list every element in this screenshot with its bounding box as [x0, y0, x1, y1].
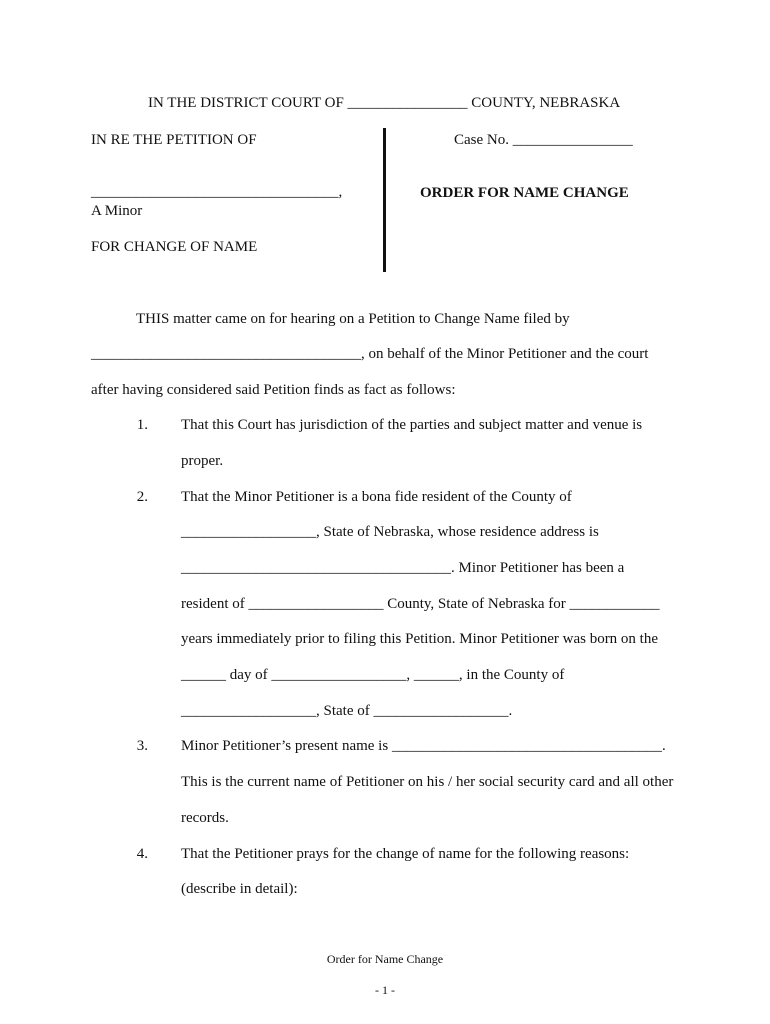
page-number: - 1 -: [375, 983, 395, 997]
intro-line-2: ____________________________________, on behalf of the Minor Petitioner and the court: [91, 346, 649, 362]
item-4-line: That the Petitioner prays for the change of name for the following reasons:: [181, 846, 630, 862]
item-4-number: 4.: [136, 846, 148, 862]
caption-petition-of: IN RE THE PETITION OF: [91, 132, 257, 148]
item-3-line: records.: [181, 810, 229, 826]
item-2-line: years immediately prior to filing this Petition. Minor Petitioner was born on the: [181, 631, 659, 647]
item-1-line: That this Court has jurisdiction of the parties and subject matter and venue is: [181, 417, 643, 433]
intro-line-1: THIS matter came on for hearing on a Petition to Change Name filed by: [136, 311, 570, 327]
item-1-number: 1.: [136, 417, 148, 433]
caption-a-minor: A Minor: [91, 203, 143, 219]
intro-line-3: after having considered said Petition finds as fact as follows:: [91, 382, 456, 398]
item-2-number: 2.: [136, 489, 148, 505]
footer-title: Order for Name Change: [326, 952, 444, 966]
court-heading: IN THE DISTRICT COURT OF ________________ COUNTY, NEBRASKA: [148, 95, 621, 111]
item-2-line: That the Minor Petitioner is a bona fide resident of the County of: [181, 489, 572, 505]
caption-for-change-of-name: FOR CHANGE OF NAME: [91, 239, 258, 255]
caption-divider: [383, 128, 386, 272]
item-2-line: resident of __________________ County, State of Nebraska for ____________: [181, 596, 660, 612]
item-2-line: ____________________________________. Minor Petitioner has been a: [181, 560, 625, 576]
case-number: Case No. ________________: [454, 132, 633, 148]
item-4-line: (describe in detail):: [181, 881, 298, 897]
caption-name-blank: _________________________________,: [91, 184, 343, 200]
item-2-line: __________________, State of Nebraska, whose residence address is: [181, 524, 599, 540]
item-3-number: 3.: [136, 738, 148, 754]
item-3-line: This is the current name of Petitioner on his / her social security card and all other: [181, 774, 674, 790]
order-title: ORDER FOR NAME CHANGE: [420, 185, 629, 201]
item-1-line: proper.: [181, 453, 224, 469]
item-2-line: ______ day of __________________, ______, in the County of: [181, 667, 565, 683]
item-3-line: Minor Petitioner’s present name is ____________________________________.: [181, 738, 666, 754]
item-2-line: __________________, State of __________________.: [181, 703, 513, 719]
